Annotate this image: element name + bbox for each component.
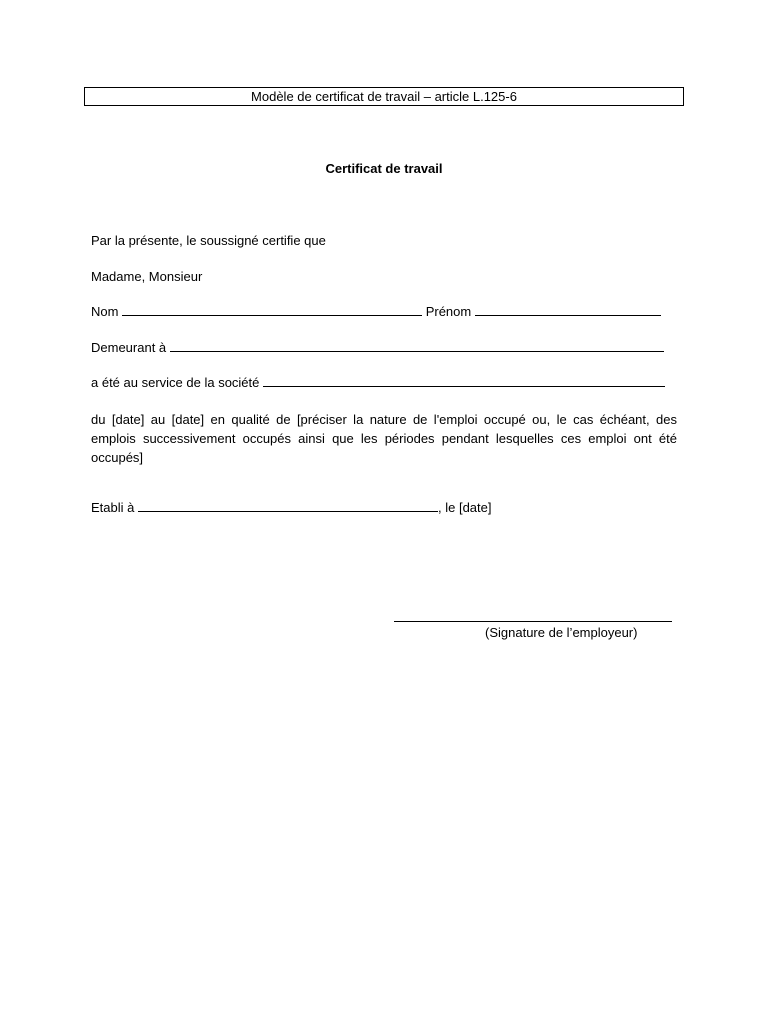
prenom-blank-field[interactable] [475, 303, 661, 316]
service-label: a été au service de la société [91, 375, 260, 390]
etabli-blank-field[interactable] [138, 499, 438, 512]
document-header-title: Modèle de certificat de travail – article L.125-6 [251, 89, 517, 104]
service-line [91, 374, 665, 392]
prenom-label: Prénom [425, 304, 472, 319]
demeurant-line [91, 339, 664, 357]
salutation-line [91, 268, 202, 286]
document-title: Certificat de travail [325, 161, 443, 176]
nom-blank-field[interactable] [122, 303, 422, 316]
etabli-line [91, 499, 491, 517]
signature-label: (Signature de l’employeur) [485, 625, 638, 640]
salutation-text: Madame, Monsieur [91, 269, 203, 284]
details-paragraph: du [date] au [date] en qualité de [préciser la nature de l'emploi occupé ou, le cas échéant, des emplois successivement occupés ainsi que les périodes pendant lesquelles ces emploi ont été occupés] [91, 412, 677, 465]
demeurant-label: Demeurant à [91, 340, 167, 355]
intro-text: Par la présente, le soussigné certifie que [91, 233, 326, 248]
date-suffix: , le [date] [438, 500, 492, 515]
intro-line [91, 232, 326, 250]
societe-blank-field[interactable] [263, 374, 665, 387]
demeurant-blank-field[interactable] [170, 339, 664, 352]
nom-label: Nom [91, 304, 119, 319]
document-header-box [84, 87, 684, 106]
signature-line[interactable] [394, 621, 672, 622]
etabli-label: Etabli à [91, 500, 135, 515]
name-line [91, 303, 661, 321]
